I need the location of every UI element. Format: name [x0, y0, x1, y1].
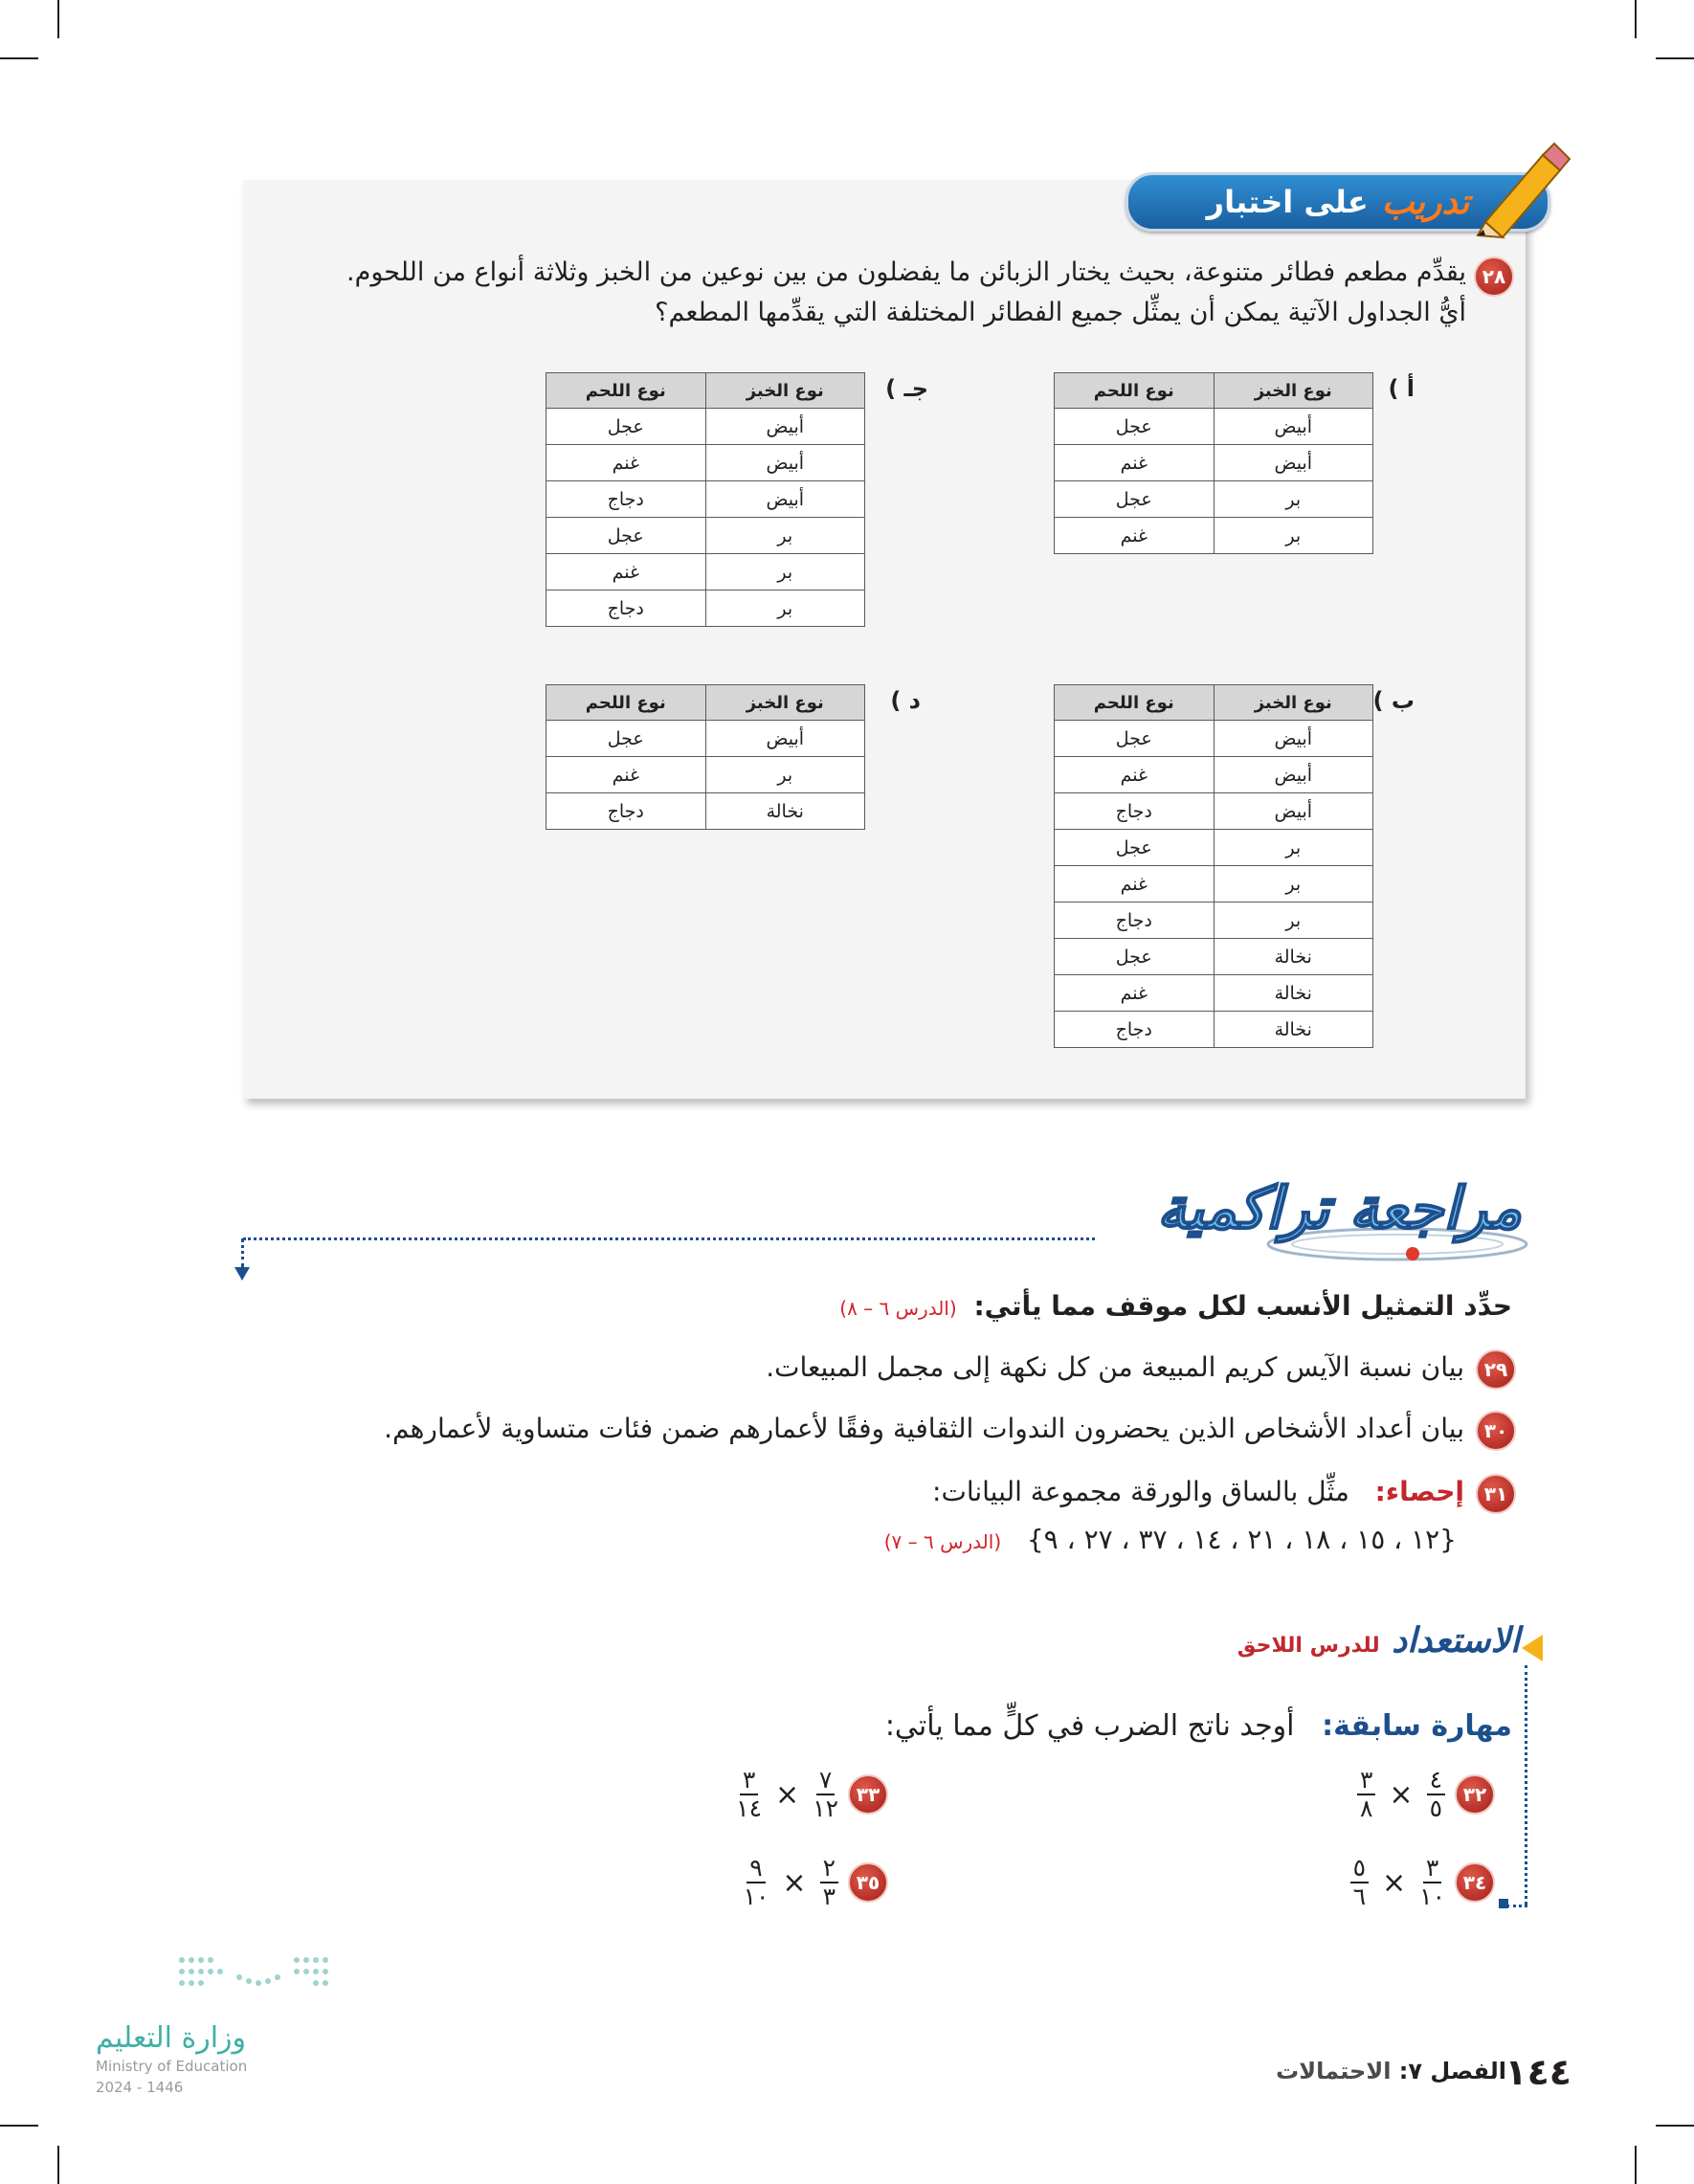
- numerator: ٥: [1350, 1855, 1369, 1883]
- denominator: ٣: [822, 1883, 836, 1910]
- header-meat: نوع اللحم: [546, 685, 706, 721]
- option-c-table: [546, 372, 865, 627]
- denominator: ١٤: [736, 1794, 762, 1822]
- times-sign: ×: [1382, 1865, 1407, 1900]
- page-number: ١٤٤: [1505, 2051, 1571, 2093]
- bread-cell: أبيض: [1214, 757, 1373, 793]
- meat-cell: دجاج: [546, 591, 706, 627]
- statistics-label: إحصاء:: [1374, 1476, 1464, 1507]
- question-number-32: ٣٢: [1455, 1774, 1495, 1815]
- table-row: [1055, 481, 1373, 518]
- bread-cell: أبيض: [1214, 793, 1373, 830]
- table-row: [546, 409, 865, 445]
- table-row: [546, 721, 865, 757]
- fraction: [820, 1855, 838, 1910]
- prep-divider-end: [1499, 1899, 1508, 1908]
- ministry-name-arabic: وزارة التعليم: [96, 2021, 247, 2055]
- header-meat: نوع اللحم: [1055, 373, 1215, 409]
- question-number-31: ٣١: [1476, 1474, 1516, 1514]
- crop-mark: [1656, 2125, 1694, 2127]
- numerator: ٣: [740, 1767, 758, 1795]
- ministry-logo: [172, 1952, 345, 1991]
- question-number-33: ٣٣: [848, 1774, 888, 1815]
- table-row: [546, 554, 865, 591]
- meat-cell: غنم: [546, 757, 706, 793]
- bread-cell: أبيض: [1214, 409, 1373, 445]
- numerator: ٧: [816, 1767, 835, 1795]
- prep-title-text: الاستعداد: [1392, 1621, 1520, 1660]
- table-row: [1055, 903, 1373, 939]
- denominator: ١٢: [813, 1794, 838, 1822]
- meat-cell: عجل: [1055, 830, 1215, 866]
- question-number-29: ٢٩: [1476, 1349, 1516, 1390]
- numerator: ٣: [1423, 1855, 1441, 1883]
- header-bread: نوع الخبز: [1214, 685, 1373, 721]
- prior-skill-text: أوجد ناتج الضرب في كلٍّ مما يأتي:: [884, 1709, 1295, 1743]
- prep-subtitle: للدرس اللاحق: [1237, 1634, 1380, 1658]
- question-28-line-2: أيُّ الجداول الآتية يمكن أن يمثِّل جميع الفطائر المختلفة التي يقدِّمها المطعم؟: [655, 298, 1466, 327]
- option-b-label[interactable]: ب ): [1372, 687, 1415, 714]
- numerator: ٢: [820, 1855, 838, 1883]
- fraction: [744, 1855, 769, 1910]
- header-meat: نوع اللحم: [546, 373, 706, 409]
- numerator: ٣: [1357, 1767, 1375, 1795]
- prep-divider-foot: [1506, 1905, 1527, 1907]
- question-30-text: بيان أعداد الأشخاص الذين يحضرون الندوات الثقافية وفقًا لأعمارهم ضمن فئات متساوية لأعمارهم.: [384, 1413, 1464, 1444]
- chapter-number: ٧:: [1398, 2058, 1423, 2084]
- arrow-down-icon: [234, 1267, 250, 1281]
- question-31-text: [932, 1476, 1464, 1507]
- meat-cell: دجاج: [546, 481, 706, 518]
- fraction: [1427, 1767, 1445, 1822]
- meat-cell: دجاج: [546, 793, 706, 830]
- table-row: [546, 445, 865, 481]
- bread-cell: أبيض: [705, 445, 865, 481]
- meat-cell: عجل: [546, 721, 706, 757]
- question-31-data-line: [884, 1524, 1457, 1555]
- crop-mark: [0, 57, 38, 59]
- bread-cell: بر: [1214, 830, 1373, 866]
- chapter-title: الاحتمالات: [1276, 2058, 1392, 2084]
- table-row: [546, 591, 865, 627]
- bread-cell: نخالة: [1214, 1012, 1373, 1048]
- denominator: ٥: [1429, 1794, 1442, 1822]
- option-d-table: [546, 684, 865, 830]
- table-row: [546, 481, 865, 518]
- bread-cell: بر: [705, 554, 865, 591]
- header-bread: نوع الخبز: [1214, 373, 1373, 409]
- bread-cell: نخالة: [705, 793, 865, 830]
- meat-cell: غنم: [546, 445, 706, 481]
- numerator: ٤: [1427, 1767, 1445, 1795]
- option-d-label[interactable]: د ): [890, 687, 921, 714]
- times-sign: ×: [782, 1865, 807, 1900]
- banner-word-practice: تدريب: [1381, 182, 1470, 222]
- meat-cell: غنم: [546, 554, 706, 591]
- prior-skill-label: مهارة سابقة:: [1322, 1709, 1512, 1743]
- header-bread: نوع الخبز: [705, 685, 865, 721]
- option-a-label[interactable]: أ ): [1388, 375, 1415, 402]
- table-row: [1055, 757, 1373, 793]
- fraction: [813, 1767, 838, 1822]
- crop-mark: [57, 0, 59, 38]
- table-row: [1055, 830, 1373, 866]
- ministry-year: 2024 - 1446: [96, 2079, 184, 2096]
- bread-cell: بر: [1214, 866, 1373, 903]
- bread-cell: بر: [1214, 481, 1373, 518]
- option-b-table: [1054, 684, 1373, 1048]
- fraction: [1357, 1767, 1375, 1822]
- ministry-name-english: Ministry of Education: [96, 2058, 248, 2075]
- meat-cell: غنم: [1055, 518, 1215, 554]
- cumulative-review-title: مراجعة تراكمية: [1156, 1175, 1522, 1242]
- denominator: ٨: [1359, 1794, 1373, 1822]
- bread-cell: نخالة: [1214, 975, 1373, 1012]
- bread-cell: أبيض: [705, 481, 865, 518]
- meat-cell: دجاج: [1055, 1012, 1215, 1048]
- table-row: [1055, 518, 1373, 554]
- table-row: [546, 518, 865, 554]
- bread-cell: أبيض: [1214, 445, 1373, 481]
- option-c-label[interactable]: جـ ): [885, 375, 928, 402]
- question-number-35: ٣٥: [848, 1862, 888, 1903]
- lesson-reference: (الدرس ٦ – ٨): [839, 1297, 957, 1320]
- meat-cell: عجل: [546, 409, 706, 445]
- meat-cell: غنم: [1055, 975, 1215, 1012]
- table-row: [546, 793, 865, 830]
- meat-cell: عجل: [1055, 939, 1215, 975]
- instruction-text: حدِّد التمثيل الأنسب لكل موقف مما يأتي:: [973, 1290, 1512, 1322]
- pencil-icon: [1466, 136, 1571, 241]
- meat-cell: غنم: [1055, 757, 1215, 793]
- data-set: {١٢ ، ١٥ ، ١٨ ، ٢١ ، ١٤ ، ٣٧ ، ٢٧ ، ٩}: [1026, 1524, 1457, 1555]
- meat-cell: عجل: [546, 518, 706, 554]
- meat-cell: غنم: [1055, 866, 1215, 903]
- meat-cell: عجل: [1055, 481, 1215, 518]
- bread-cell: أبيض: [705, 409, 865, 445]
- table-row: [546, 757, 865, 793]
- fraction: [1350, 1855, 1369, 1910]
- review-instruction: [839, 1290, 1512, 1322]
- prep-divider: [1525, 1665, 1527, 1905]
- crop-mark: [1656, 57, 1694, 59]
- question-number-34: ٣٤: [1455, 1862, 1495, 1903]
- meat-cell: دجاج: [1055, 793, 1215, 830]
- table-row: [1055, 1012, 1373, 1048]
- header-meat: نوع اللحم: [1055, 685, 1215, 721]
- prep-title: [1237, 1621, 1520, 1660]
- denominator: ١٠: [1419, 1883, 1445, 1910]
- review-divider-drop: [241, 1238, 244, 1267]
- meat-cell: دجاج: [1055, 903, 1215, 939]
- table-row: [1055, 939, 1373, 975]
- chapter-footer: [1276, 2058, 1506, 2084]
- fraction: [736, 1767, 762, 1822]
- meat-cell: عجل: [1055, 409, 1215, 445]
- exercise-35: [744, 1855, 888, 1910]
- question-29-text: بيان نسبة الآيس كريم المبيعة من كل نكهة إلى مجمل المبيعات.: [766, 1351, 1464, 1383]
- bread-cell: بر: [1214, 903, 1373, 939]
- bread-cell: بر: [705, 757, 865, 793]
- crop-mark: [1635, 2146, 1637, 2184]
- prior-skill-line: [885, 1709, 1512, 1743]
- table-row: [1055, 793, 1373, 830]
- bread-cell: بر: [705, 518, 865, 554]
- meat-cell: غنم: [1055, 445, 1215, 481]
- question-31-instruction: مثِّل بالساق والورقة مجموعة البيانات:: [932, 1476, 1349, 1507]
- denominator: ١٠: [743, 1883, 769, 1910]
- table-row: [1055, 975, 1373, 1012]
- table-row: [1055, 409, 1373, 445]
- times-sign: ×: [775, 1777, 800, 1812]
- numerator: ٩: [747, 1855, 765, 1883]
- bread-cell: أبيض: [705, 721, 865, 757]
- fraction: [1419, 1855, 1445, 1910]
- header-bread: نوع الخبز: [705, 373, 865, 409]
- table-row: [1055, 721, 1373, 757]
- crop-mark: [57, 2146, 59, 2184]
- table-row: [1055, 866, 1373, 903]
- bread-cell: نخالة: [1214, 939, 1373, 975]
- lesson-reference: (الدرس ٦ – ٧): [883, 1530, 1002, 1553]
- question-number-28: ٢٨: [1474, 256, 1514, 297]
- review-divider: [243, 1237, 1095, 1240]
- times-sign: ×: [1389, 1777, 1414, 1812]
- crop-mark: [0, 2125, 38, 2127]
- question-number-30: ٣٠: [1476, 1411, 1516, 1451]
- bread-cell: بر: [705, 591, 865, 627]
- question-28-text: [318, 253, 1466, 333]
- bread-cell: أبيض: [1214, 721, 1373, 757]
- triangle-arrow-icon: [1522, 1635, 1543, 1661]
- banner-word-on-test: على اختبار: [1206, 184, 1369, 220]
- exercise-34: [1350, 1855, 1495, 1910]
- meat-cell: عجل: [1055, 721, 1215, 757]
- exercise-32: [1357, 1767, 1495, 1822]
- denominator: ٦: [1352, 1883, 1366, 1910]
- bread-cell: بر: [1214, 518, 1373, 554]
- exercise-33: [736, 1767, 888, 1822]
- question-28-line-1: يقدِّم مطعم فطائر متنوعة، بحيث يختار الزبائن ما يفضلون من بين نوعين من الخبز وثلاثة أنواع من اللحوم.: [346, 257, 1466, 287]
- crop-mark: [1635, 0, 1637, 38]
- table-row: [1055, 445, 1373, 481]
- chapter-label: الفصل: [1430, 2058, 1506, 2084]
- option-a-table: [1054, 372, 1373, 554]
